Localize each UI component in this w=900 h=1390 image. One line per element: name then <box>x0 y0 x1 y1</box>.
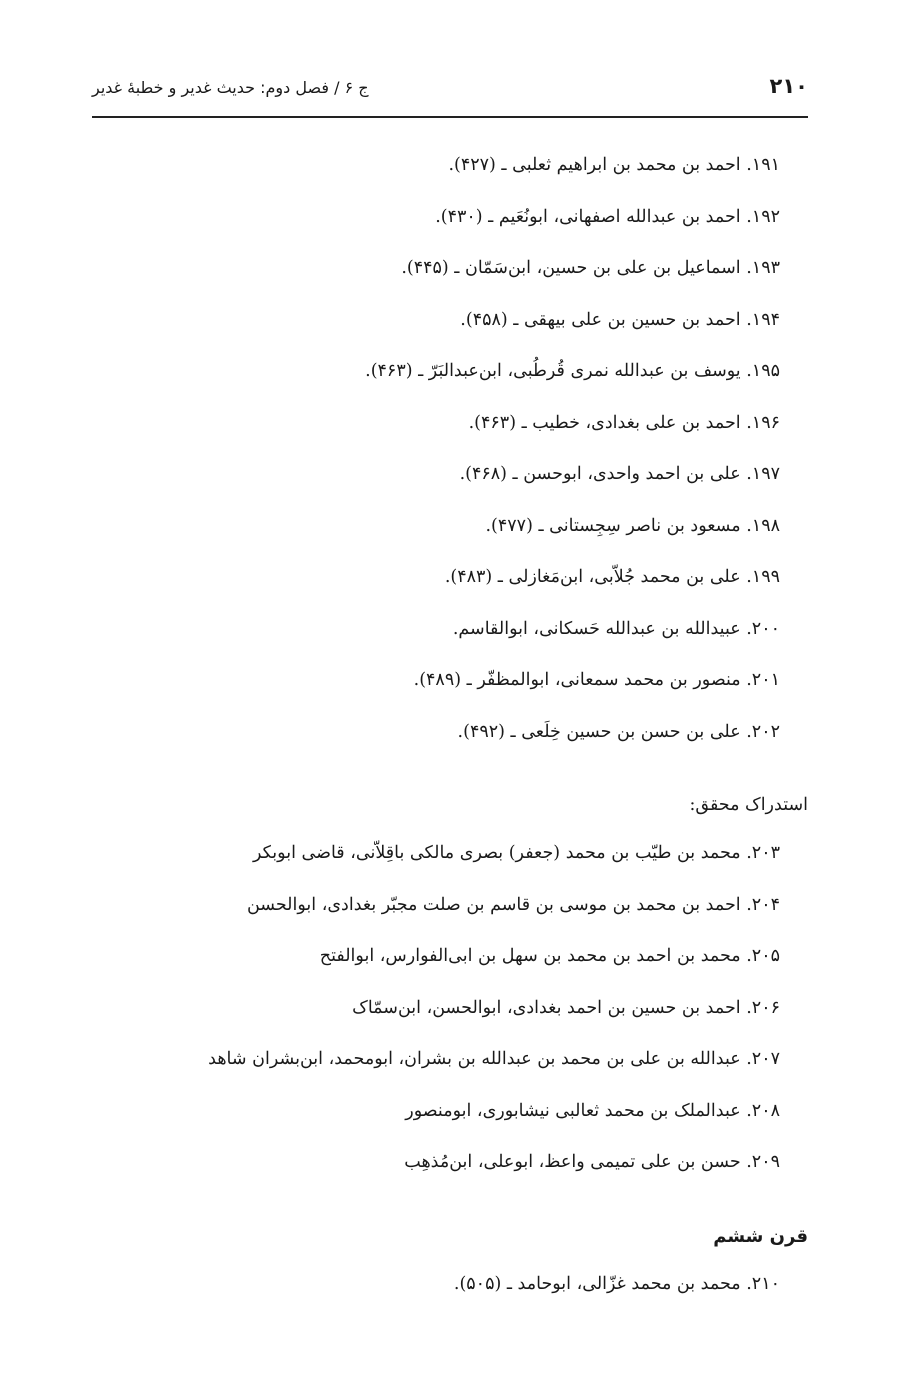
list-item: ۱۹۹. علی بن محمد جُلاّبی، ابن‌مَغازلی ـ (۴۸۳). <box>444 567 780 587</box>
list-item: ۲۰۳. محمد بن طیّب بن محمد (جعفر) بصری مالکی باقِلاّنی، قاضی ابوبکر <box>252 843 780 863</box>
list-item: ۱۹۱. احمد بن محمد بن ابراهیم ثعلبی ـ (۴۲۷). <box>448 155 780 175</box>
list-item: ۲۰۹. حسن بن علی تمیمی واعظ، ابوعلی، ابن‌مُذهِب <box>404 1152 780 1172</box>
list-item: ۱۹۴. احمد بن حسین بن علی بیهقی ـ (۴۵۸). <box>460 309 780 330</box>
list-item: ۲۰۴. احمد بن محمد بن موسی بن قاسم بن صلت مجبّر بغدادی، ابوالحسن <box>246 894 780 915</box>
list-item: ۱۹۳. اسماعیل بن علی بن حسین، ابن‌سَمّان ـ (۴۴۵). <box>401 258 780 278</box>
running-title: ج ۶ / فصل دوم: حدیث غدیر و خطبهٔ غدیر <box>92 78 369 97</box>
list-item: ۱۹۲. احمد بن عبدالله اصفهانی، ابونُعَیم ـ (۴۳۰). <box>435 206 780 227</box>
list-item: ۲۰۶. احمد بن حسین بن احمد بغدادی، ابوالحسن، ابن‌سمّاک <box>352 997 780 1018</box>
page-body <box>92 140 808 1310</box>
list-item: ۱۹۵. یوسف بن عبدالله نمری قُرطُبی، ابن‌عبدالبَرّ ـ (۴۶۳). <box>365 361 780 381</box>
scholar-list-addendum <box>92 828 808 1189</box>
list-item: ۲۰۵. محمد بن احمد بن محمد بن سهل بن ابی‌الفوارس، ابوالفتح <box>319 946 780 966</box>
researcher-addendum-label: استدراک محقق: <box>689 795 808 815</box>
list-item: ۲۰۷. عبدالله بن علی بن محمد بن عبدالله بن بشران، ابومحمد، ابن‌بشران شاهد <box>208 1049 780 1069</box>
list-item: ۲۰۰. عبیدالله بن عبدالله حَسکانی، ابوالقاسم. <box>452 618 780 639</box>
page-header <box>92 72 808 118</box>
list-item: ۲۰۱. منصور بن محمد سمعانی، ابوالمظفّر ـ (۴۸۹). <box>413 670 780 690</box>
page-number: ۲۱۰ <box>769 74 808 98</box>
list-item: ۲۱۰. محمد بن محمد غزّالی، ابوحامد ـ (۵۰۵). <box>453 1273 780 1294</box>
list-item: ۱۹۷. علی بن احمد واحدی، ابوحسن ـ (۴۶۸). <box>459 464 780 484</box>
list-item: ۲۰۸. عبدالملک بن محمد ثعالبی نیشابوری، ابومنصور <box>405 1100 780 1121</box>
century-heading: قرن ششم <box>713 1225 808 1247</box>
list-item: ۲۰۲. علی بن حسن بن حسین خِلَعی ـ (۴۹۲). <box>457 721 780 742</box>
list-item: ۱۹۸. مسعود بن ناصر سِجِستانی ـ (۴۷۷). <box>485 515 780 536</box>
list-item: ۱۹۶. احمد بن علی بغدادی، خطیب ـ (۴۶۳). <box>468 412 780 433</box>
scholar-list-fifth-century <box>92 140 808 758</box>
scholar-list-sixth-century <box>92 1259 808 1311</box>
